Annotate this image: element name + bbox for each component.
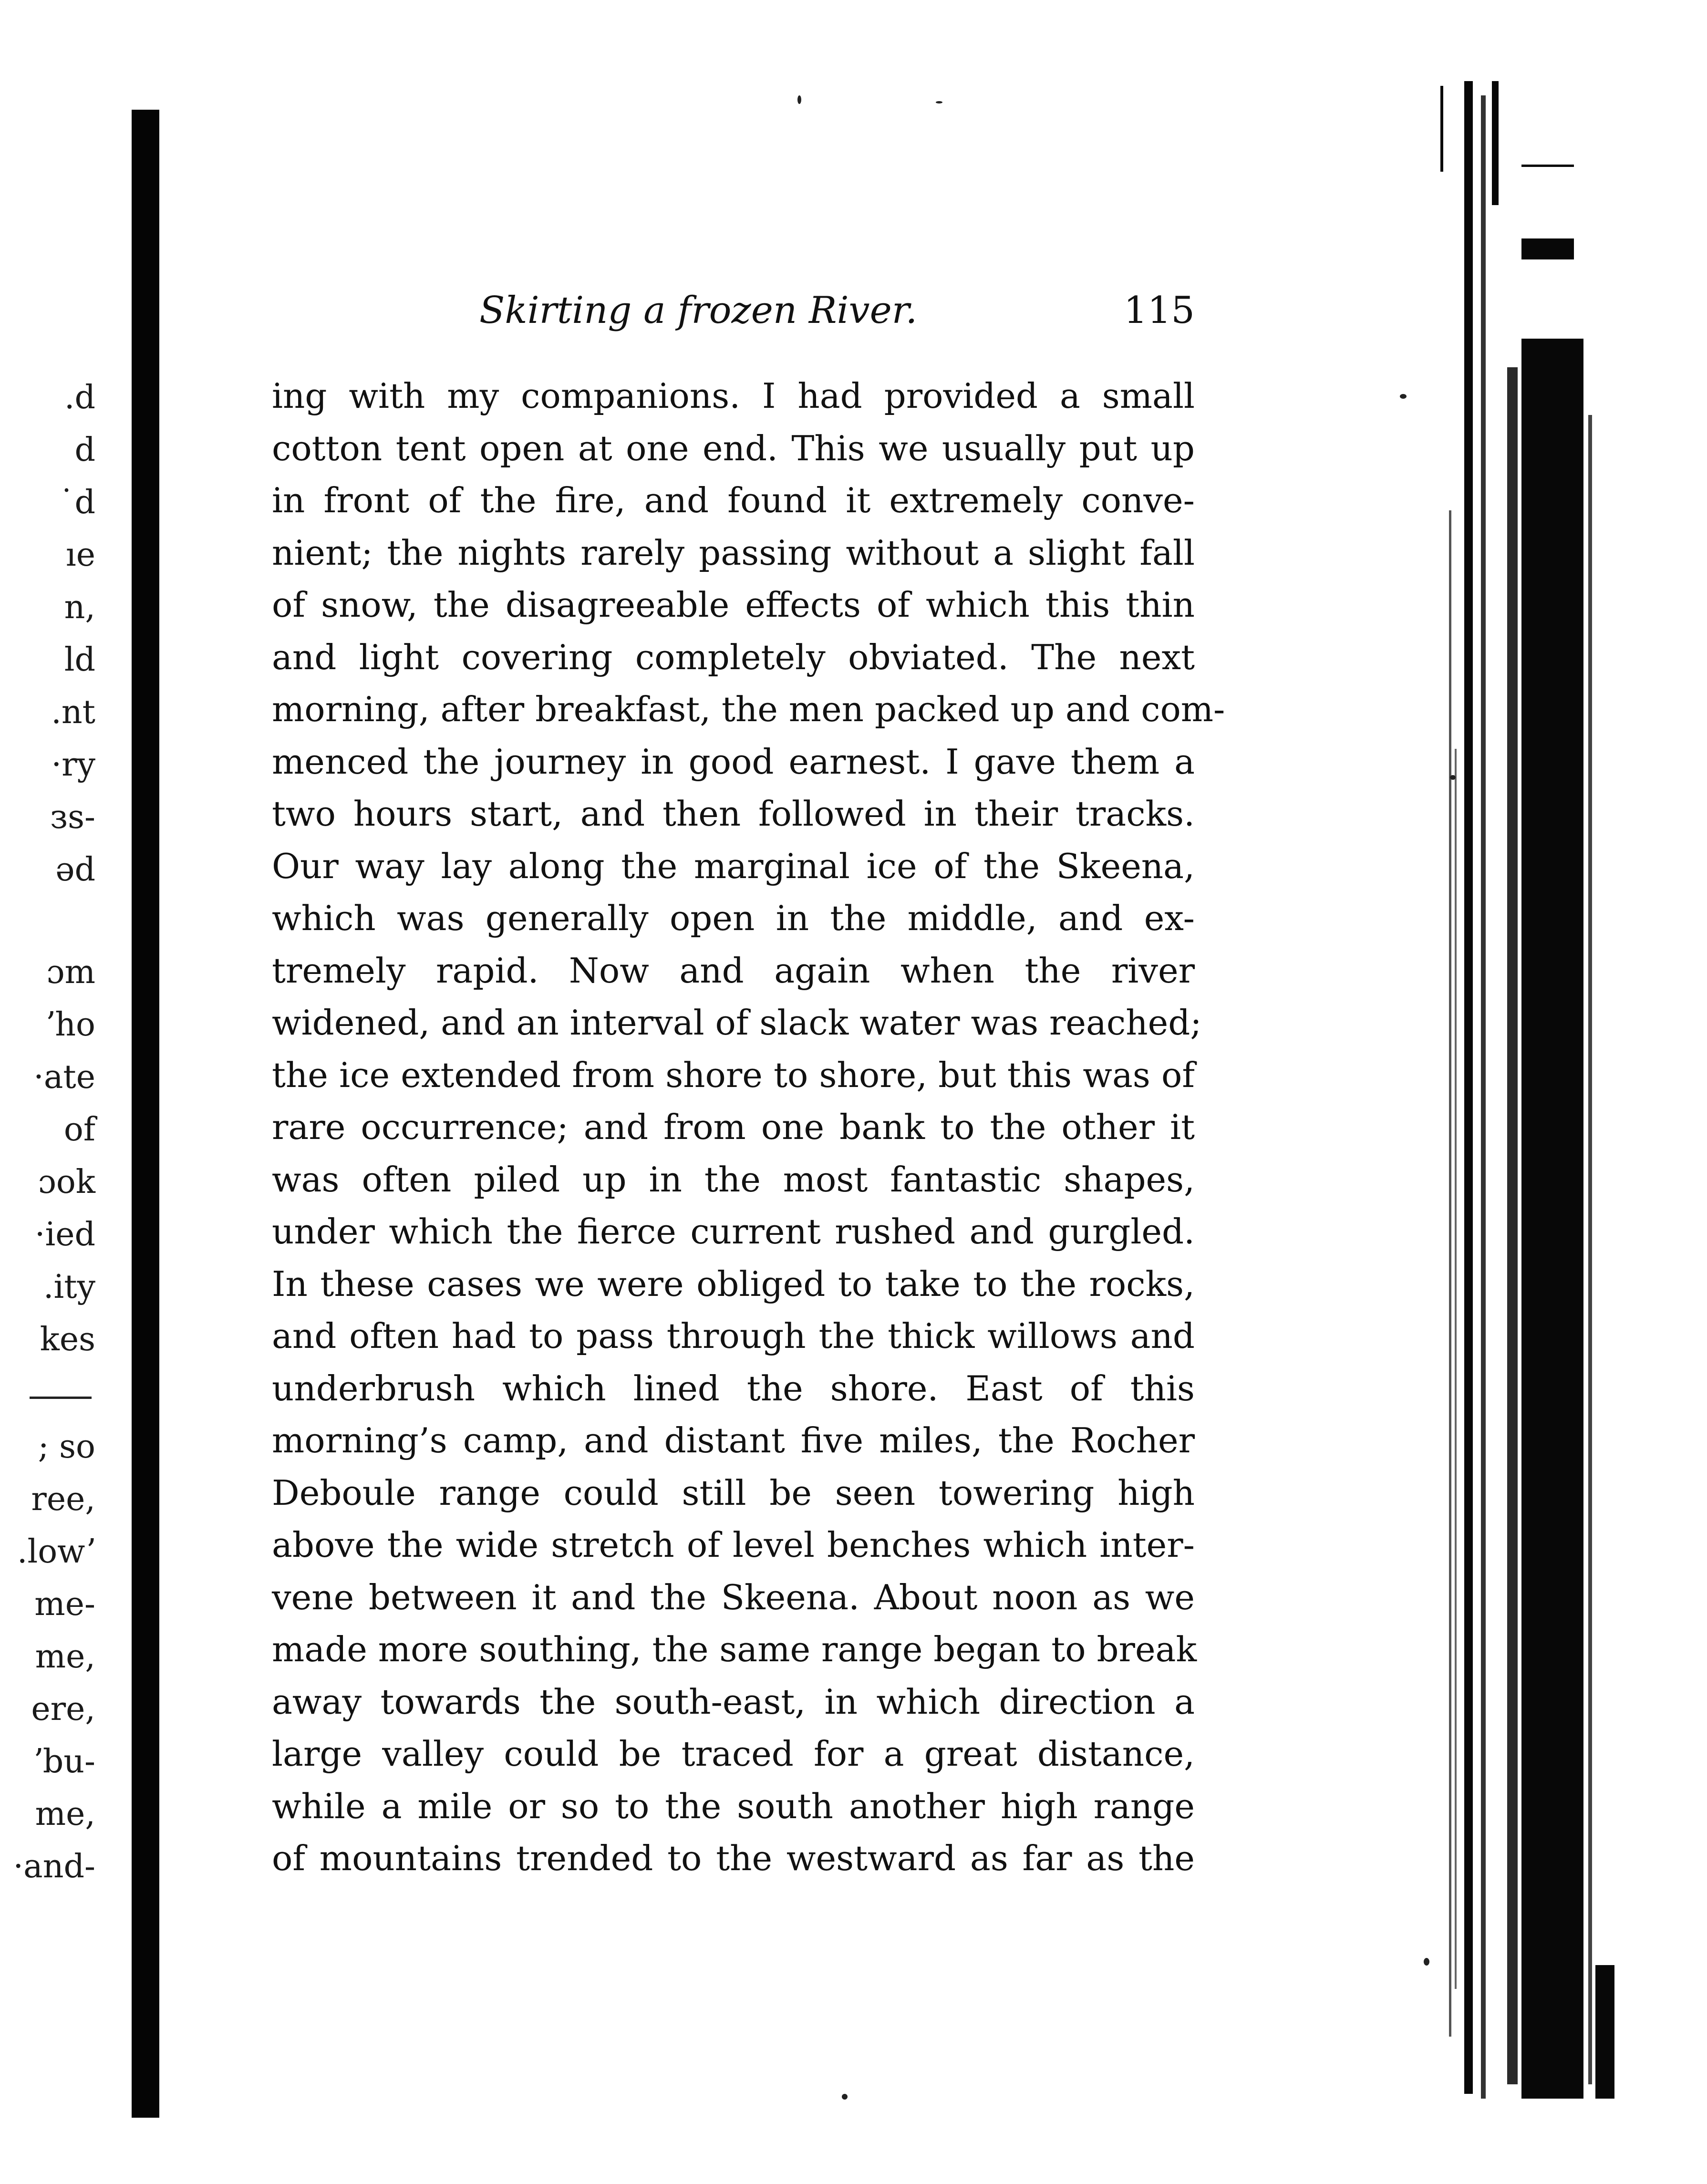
running-header: [479, 284, 1195, 337]
body-text: [272, 370, 1225, 1885]
text-line: under which the fierce current rushed and gurgled.: [272, 1211, 1195, 1252]
text-line: of mountains trended to the westward as far as the: [272, 1838, 1195, 1878]
text-line: morning, after breakfast, the men packed up and com-: [272, 689, 1225, 729]
text-line: and light covering completely obviated. The next: [272, 637, 1195, 677]
facing-fragment: зs-: [50, 798, 95, 836]
facing-fragment: ·ate: [33, 1058, 95, 1096]
text-line: in front of the fire, and found it extremely conve-: [272, 480, 1195, 520]
text-line: Deboule range could still be seen towering high: [272, 1472, 1195, 1513]
text-line: In these cases we were obliged to take to the rocks,: [272, 1263, 1195, 1304]
page-number: 115: [1124, 289, 1195, 332]
text-line: the ice extended from shore to shore, but this was of: [272, 1055, 1195, 1095]
facing-fragment: n,: [64, 589, 95, 626]
text-line: of snow, the disagreeable effects of which this thin: [272, 585, 1195, 625]
text-line: two hours start, and then followed in their tracks.: [272, 794, 1195, 834]
facing-rule: [30, 1397, 92, 1399]
facing-fragment: ıe: [66, 536, 95, 574]
facing-fragment: ; so: [38, 1428, 95, 1466]
facing-fragment: ˙d: [58, 484, 95, 521]
facing-fragment: ·ry: [51, 746, 95, 784]
text-line: widened, and an interval of slack water was reached;: [272, 1003, 1202, 1043]
facing-fragment: ·and-: [13, 1848, 95, 1885]
text-line: large valley could be traced for a great distance,: [272, 1734, 1195, 1774]
spine-shadow: [132, 110, 159, 2118]
facing-fragment: ·ied: [34, 1216, 95, 1253]
facing-fragment: ʼbu-: [32, 1743, 95, 1780]
facing-fragment: me,: [35, 1638, 95, 1676]
facing-fragment: əd: [55, 851, 95, 889]
facing-fragment: .lowʼ: [17, 1533, 95, 1571]
facing-fragment: of: [63, 1111, 95, 1149]
facing-fragment: ld: [64, 641, 95, 679]
text-line: vene between it and the Skeena. About noon as we: [272, 1577, 1195, 1617]
facing-fragment: d: [74, 431, 95, 469]
facing-page-fragments: [0, 379, 95, 1908]
text-line: was often piled up in the most fantastic shapes,: [272, 1159, 1195, 1200]
text-line: menced the journey in good earnest. I gave them a: [272, 741, 1195, 782]
text-line: rare occurrence; and from one bank to the other it: [272, 1107, 1195, 1147]
text-line: while a mile or so to the south another high range: [272, 1786, 1195, 1826]
running-title: Skirting a frozen River.: [479, 289, 918, 332]
text-line: cotton tent open at one end. This we usually put up: [272, 428, 1195, 468]
facing-fragment: me,: [35, 1795, 95, 1833]
facing-fragment: .d: [64, 379, 95, 416]
facing-fragment: .ity: [43, 1268, 95, 1306]
text-line: away towards the south-east, in which direction a: [272, 1681, 1195, 1722]
facing-fragment: ree,: [31, 1480, 95, 1518]
page-edge-scan-artifact: [1436, 81, 1636, 2113]
facing-fragment: kes: [40, 1321, 95, 1358]
text-line: nient; the nights rarely passing without a slight fall: [272, 532, 1195, 573]
facing-fragment: ʼho: [44, 1006, 95, 1044]
text-line: underbrush which lined the shore. East of this: [272, 1368, 1195, 1408]
facing-fragment: ere,: [31, 1690, 95, 1728]
facing-fragment: .nt: [51, 693, 95, 731]
text-line: Our way lay along the marginal ice of the Skeena,: [272, 846, 1195, 886]
text-line: tremely rapid. Now and again when the river: [272, 950, 1195, 991]
facing-fragment: ɔm: [46, 953, 95, 991]
text-line: which was generally open in the middle, and ex-: [272, 898, 1195, 938]
text-line: morning’s camp, and distant five miles, the Rocher: [272, 1420, 1195, 1460]
text-line: made more southing, the same range began to break: [272, 1629, 1197, 1669]
text-line: ing with my companions. I had provided a small: [272, 376, 1195, 416]
facing-fragment: me-: [34, 1585, 95, 1623]
facing-fragment: ɔok: [38, 1163, 95, 1201]
text-line: and often had to pass through the thick willows and: [272, 1316, 1195, 1356]
text-line: above the wide stretch of level benches which inter-: [272, 1525, 1195, 1565]
